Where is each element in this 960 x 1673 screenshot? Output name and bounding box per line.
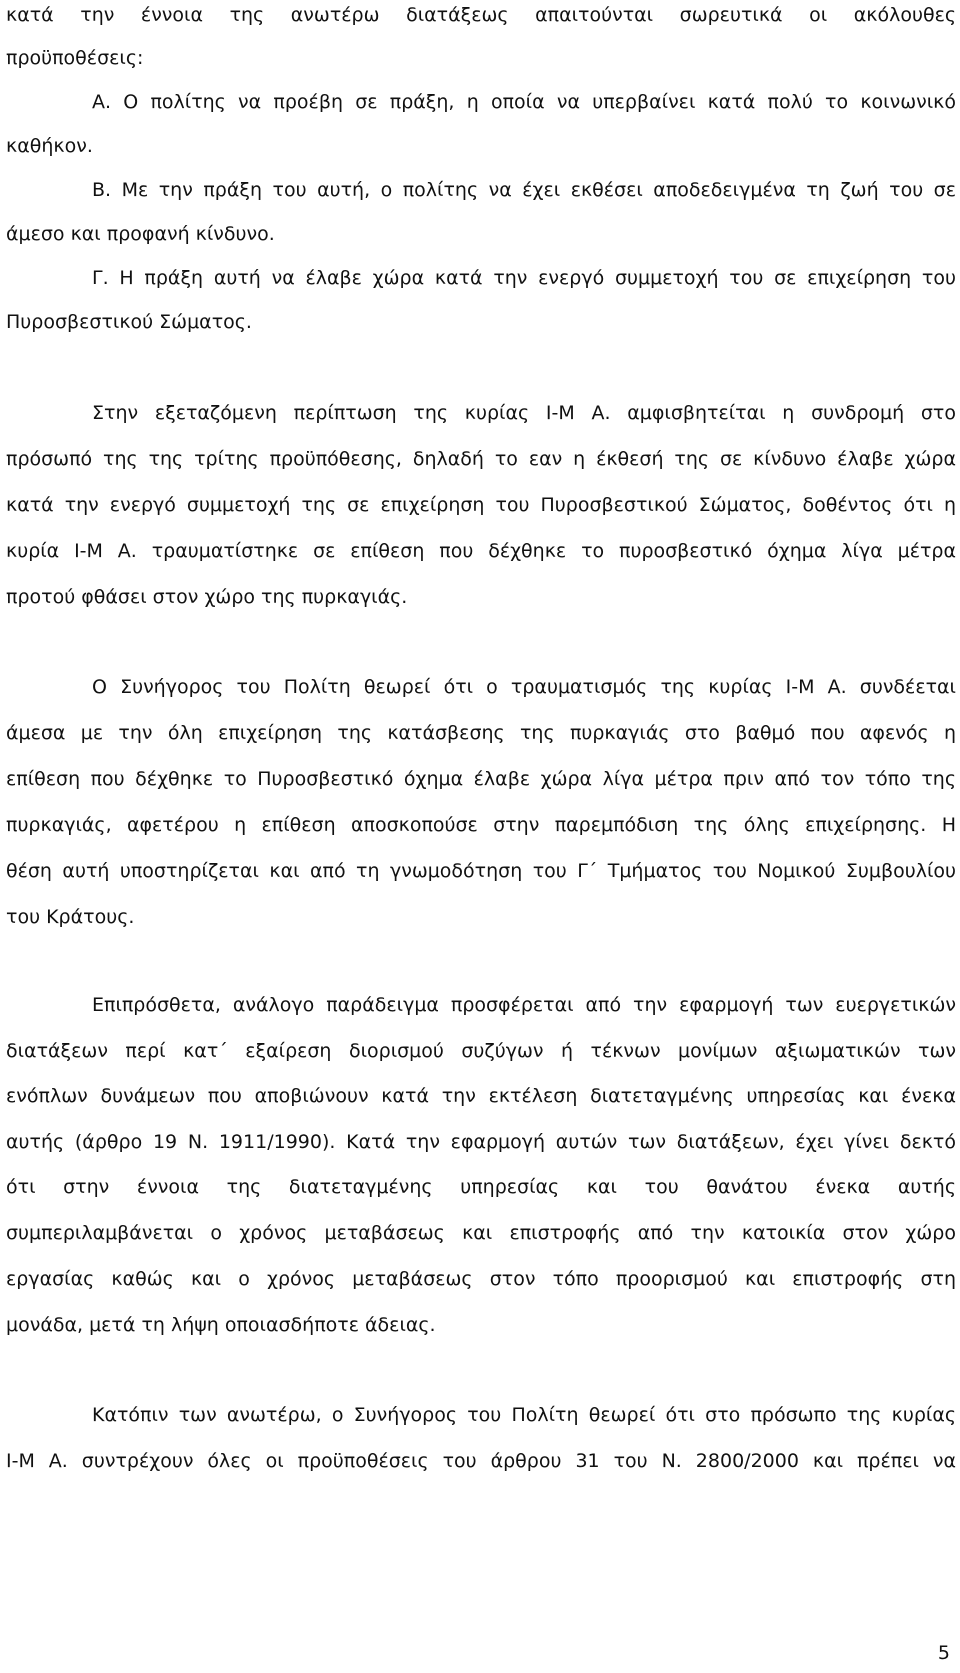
text-line: κατά την έννοια της ανωτέρω διατάξεως απαιτούνται σωρευτικά οι ακόλουθες [6, 4, 956, 26]
text-line: μονάδα, μετά τη λήψη οποιασδήποτε άδειας. [6, 1314, 436, 1336]
text-line: κυρία Ι-Μ Α. τραυματίστηκε σε επίθεση που δέχθηκε το πυροσβεστικό όχημα λίγα μέτρα [6, 540, 956, 562]
text-line: Πυροσβεστικού Σώματος. [6, 311, 252, 333]
text-line: του Κράτους. [6, 906, 135, 928]
text-line: θέση αυτή υποστηρίζεται και από τη γνωμοδότηση του Γ΄ Τμήματος του Νομικού Συμβουλίου [6, 860, 956, 882]
text-line: πρόσωπό της της τρίτης προϋπόθεσης, δηλαδή το εαν η έκθεσή της σε κίνδυνο έλαβε χώρα [6, 448, 956, 470]
text-line: Επιπρόσθετα, ανάλογο παράδειγμα προσφέρεται από την εφαρμογή των ευεργετικών [92, 994, 956, 1016]
text-line: Κατόπιν των ανωτέρω, ο Συνήγορος του Πολίτη θεωρεί ότι στο πρόσωπο της κυρίας [92, 1404, 956, 1426]
text-line: πυρκαγιάς, αφετέρου η επίθεση αποσκοπούσε στην παρεμπόδιση της όλης επιχείρησης. Η [6, 814, 956, 836]
text-line: άμεσο και προφανή κίνδυνο. [6, 223, 275, 245]
text-line: εργασίας καθώς και ο χρόνος μεταβάσεως στον τόπο προορισμού και επιστροφής στη [6, 1268, 956, 1290]
text-line: άμεσα με την όλη επιχείρηση της κατάσβεσης της πυρκαγιάς στο βαθμό που αφενός η [6, 722, 956, 744]
text-line: Β. Με την πράξη του αυτή, ο πολίτης να έχει εκθέσει αποδεδειγμένα τη ζωή του σε [92, 179, 956, 201]
text-line: καθήκον. [6, 135, 93, 157]
text-line: Στην εξεταζόμενη περίπτωση της κυρίας Ι-Μ Α. αμφισβητείται η συνδρομή στο [92, 402, 956, 424]
text-line: Γ. Η πράξη αυτή να έλαβε χώρα κατά την ενεργό συμμετοχή του σε επιχείρηση του [92, 267, 956, 289]
text-line: κατά την ενεργό συμμετοχή της σε επιχείρηση του Πυροσβεστικού Σώματος, δοθέντος ότι η [6, 494, 956, 516]
text-line: Ο Συνήγορος του Πολίτη θεωρεί ότι ο τραυματισμός της κυρίας Ι-Μ Α. συνδέεται [92, 676, 956, 698]
text-line: προϋποθέσεις: [6, 47, 144, 69]
text-line: ενόπλων δυνάμεων που αποβιώνουν κατά την εκτέλεση διατεταγμένης υπηρεσίας και ένεκα [6, 1085, 956, 1107]
text-line: συμπεριλαμβάνεται ο χρόνος μεταβάσεως και επιστροφής από την κατοικία στον χώρο [6, 1222, 956, 1244]
text-line: ότι στην έννοια της διατεταγμένης υπηρεσίας και του θανάτου ένεκα αυτής [6, 1176, 956, 1198]
text-line: Α. Ο πολίτης να προέβη σε πράξη, η οποία να υπερβαίνει κατά πολύ το κοινωνικό [92, 91, 956, 113]
document-page [6, 0, 956, 1673]
text-line: Ι-Μ Α. συντρέχουν όλες οι προϋποθέσεις του άρθρου 31 του Ν. 2800/2000 και πρέπει να [6, 1450, 956, 1472]
page-number: 5 [937, 1642, 950, 1664]
text-line: αυτής (άρθρο 19 Ν. 1911/1990). Κατά την εφαρμογή αυτών των διατάξεων, έχει γίνει δεκτό [6, 1131, 956, 1153]
text-line: διατάξεων περί κατ΄ εξαίρεση διορισμού συζύγων ή τέκνων μονίμων αξιωματικών των [6, 1040, 956, 1062]
text-line: προτού φθάσει στον χώρο της πυρκαγιάς. [6, 586, 408, 608]
text-line: επίθεση που δέχθηκε το Πυροσβεστικό όχημα έλαβε χώρα λίγα μέτρα πριν από τον τόπο της [6, 768, 956, 790]
